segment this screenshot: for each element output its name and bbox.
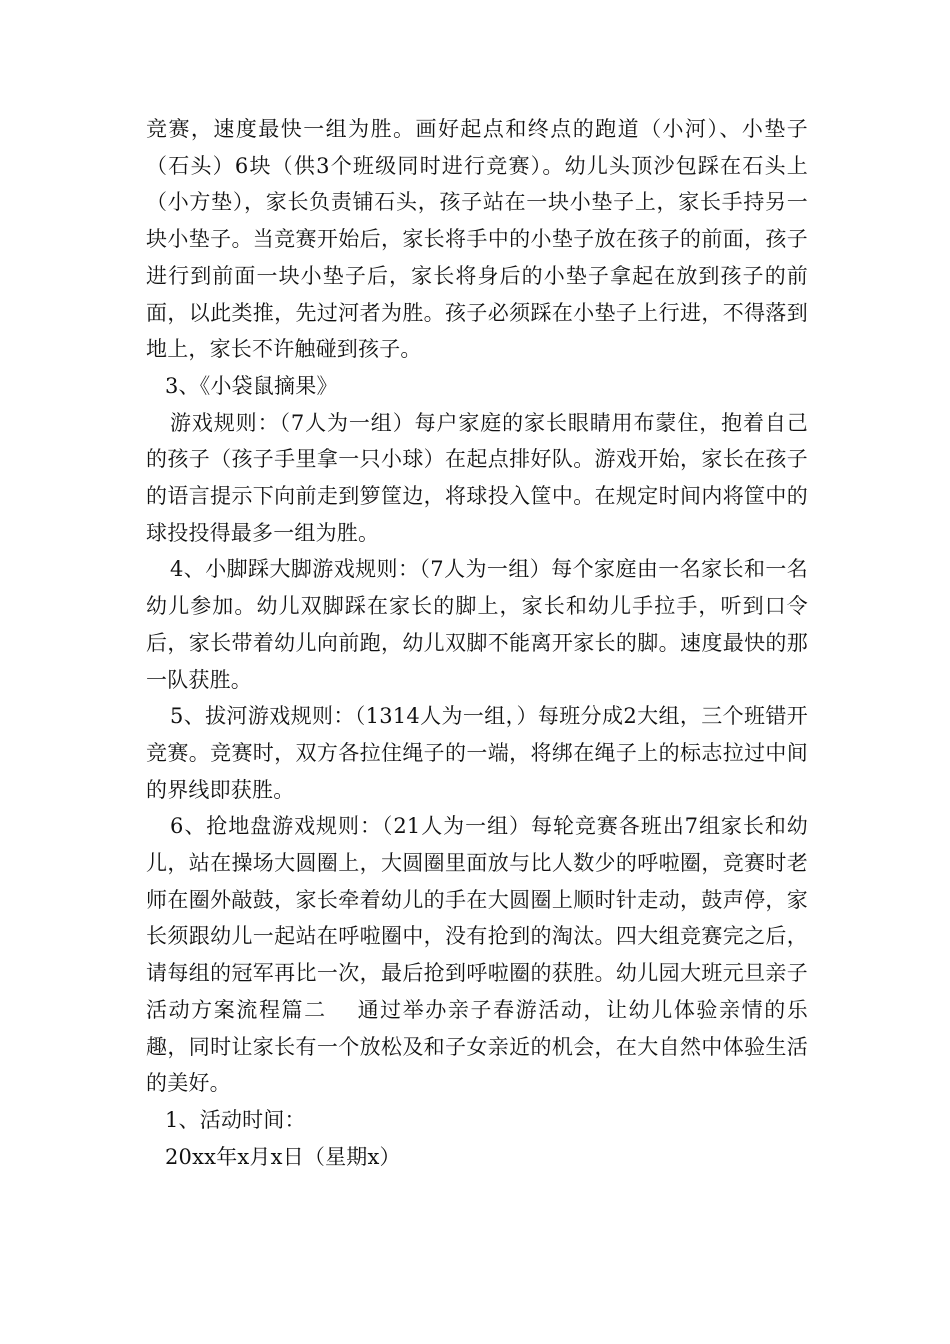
paragraph-kangaroo-rules: 游戏规则：（7人为一组）每户家庭的家长眼睛用布蒙住，抱着自己的孩子（孩子手里拿一只小球）在起点排好队。游戏开始，家长在孩子的语言提示下向前走到箩筐边，将球投入筐中。在规定时间内将筐中的球投投得最多一组为胜。 (146, 410, 808, 545)
paragraph-small-foot-game: 4、小脚踩大脚游戏规则：（7人为一组）每个家庭由一名家长和一名幼儿参加。幼儿双脚踩在家长的脚上，家长和幼儿手拉手，听到口令后，家长带着幼儿向前跑，幼儿双脚不能离开家长的脚。速度最快的那一队获胜。 (146, 557, 808, 692)
heading-activity-time: 1、活动时间： (165, 1107, 306, 1132)
paragraph-rules-continued: 竞赛，速度最快一组为胜。画好起点和终点的跑道（小河）、小垫子（石头）6块（供3个班级同时进行竞赛）。幼儿头顶沙包踩在石头上（小方垫），家长负责铺石头，孩子站在一块小垫子上，家长手持另一块小垫子。当竞赛开始后，家长将手中的小垫子放在孩子的前面，孩子进行到前面一块小垫子后，家长将身后的小垫子拿起在放到孩子的前面，以此类推，先过河者为胜。孩子必须踩在小垫子上行进，不得落到地上，家长不许触碰到孩子。 (146, 117, 808, 362)
paragraph-tug-of-war-game: 5、拔河游戏规则：（1314人为一组，）每班分成2大组，三个班错开竞赛。竞赛时，双方各拉住绳子的一端，将绑在绳子上的标志拉过中间的界线即获胜。 (146, 704, 808, 802)
paragraph-grab-territory-game: 6、抢地盘游戏规则：（21人为一组）每轮竞赛各班出7组家长和幼儿，站在操场大圆圈上，大圆圈里面放与比人数少的呼啦圈，竞赛时老师在圈外敲鼓，家长牵着幼儿的手在大圆圈上顺时针走动，鼓声停，家长须跟幼儿一起站在呼啦圈中，没有抢到的淘汰。四大组竞赛完之后，请每组的冠军再比一次，最后抢到呼啦圈的获胜。幼儿园大班元旦亲子活动方案流程篇二 通过举办亲子春游活动，让幼儿体验亲情的乐趣，同时让家长有一个放松及和子女亲近的机会，在大自然中体验生活的美好。 (146, 814, 808, 1096)
heading-kangaroo-game: 3、《小袋鼠摘果》 (165, 373, 338, 398)
paragraph-activity-date: 20xx年x月x日（星期x） (165, 1144, 401, 1169)
document-page (146, 111, 808, 1175)
